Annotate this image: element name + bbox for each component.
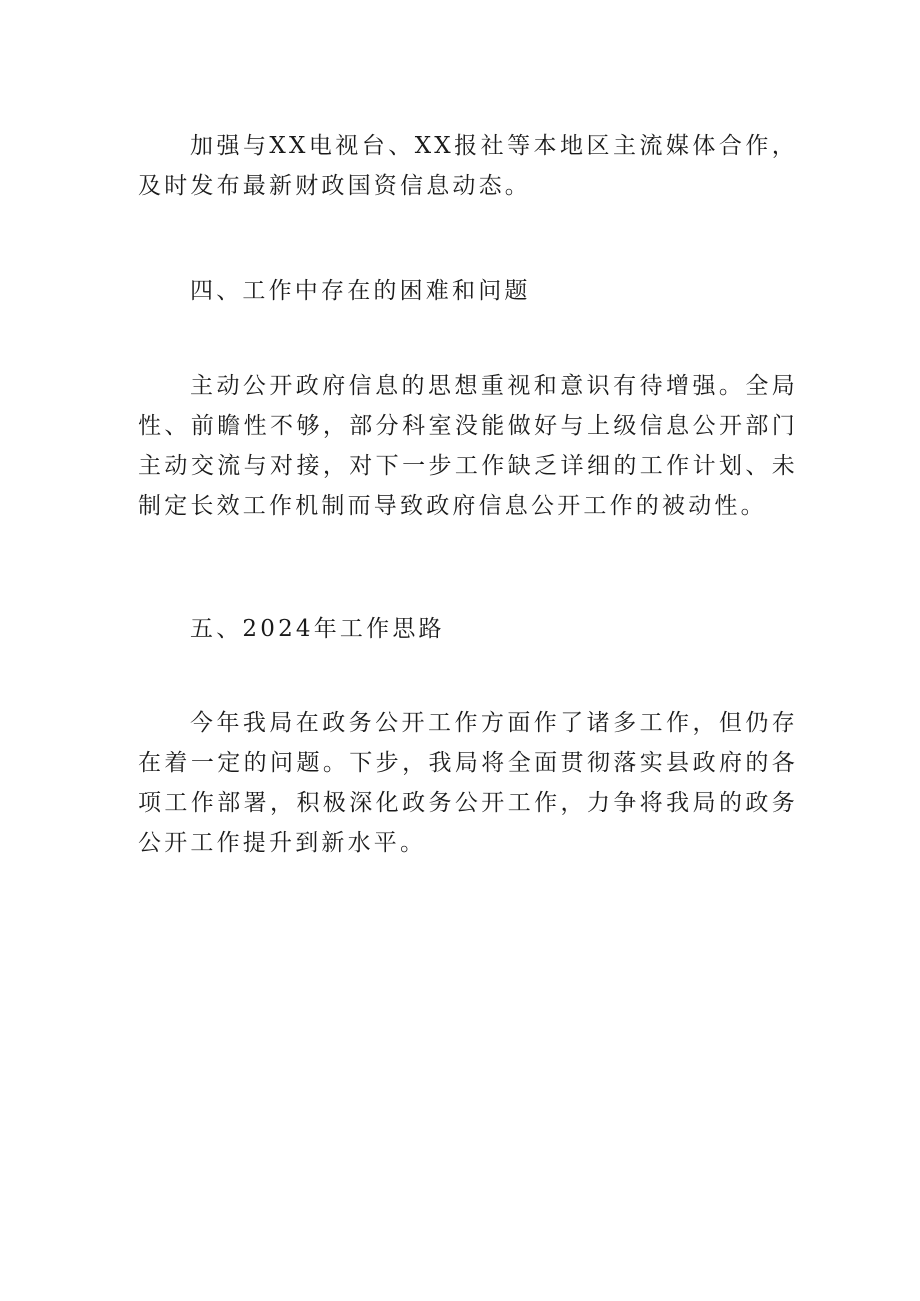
body-paragraph-problems: 主动公开政府信息的思想重视和意识有待增强。全局性、前瞻性不够，部分科室没能做好与上级信息公开部门主动交流与对接，对下一步工作缺乏详细的工作计划、未制定长效工作机制而导致政府信息公开工作的被动性。 — [138, 373, 798, 519]
body-paragraph-next-steps: 今年我局在政务公开工作方面作了诸多工作，但仍存在着一定的问题。下步，我局将全面贯彻落实县政府的各项工作部署，积极深化政务公开工作，力争将我局的政务公开工作提升到新水平。 — [138, 710, 798, 856]
section-heading-difficulties: 四、工作中存在的困难和问题 — [190, 278, 531, 304]
section-heading-work-plan: 五、2024年工作思路 — [190, 616, 445, 642]
body-paragraph-media-cooperation: 加强与XX电视台、XX报社等本地区主流媒体合作，及时发布最新财政国资信息动态。 — [138, 133, 798, 199]
